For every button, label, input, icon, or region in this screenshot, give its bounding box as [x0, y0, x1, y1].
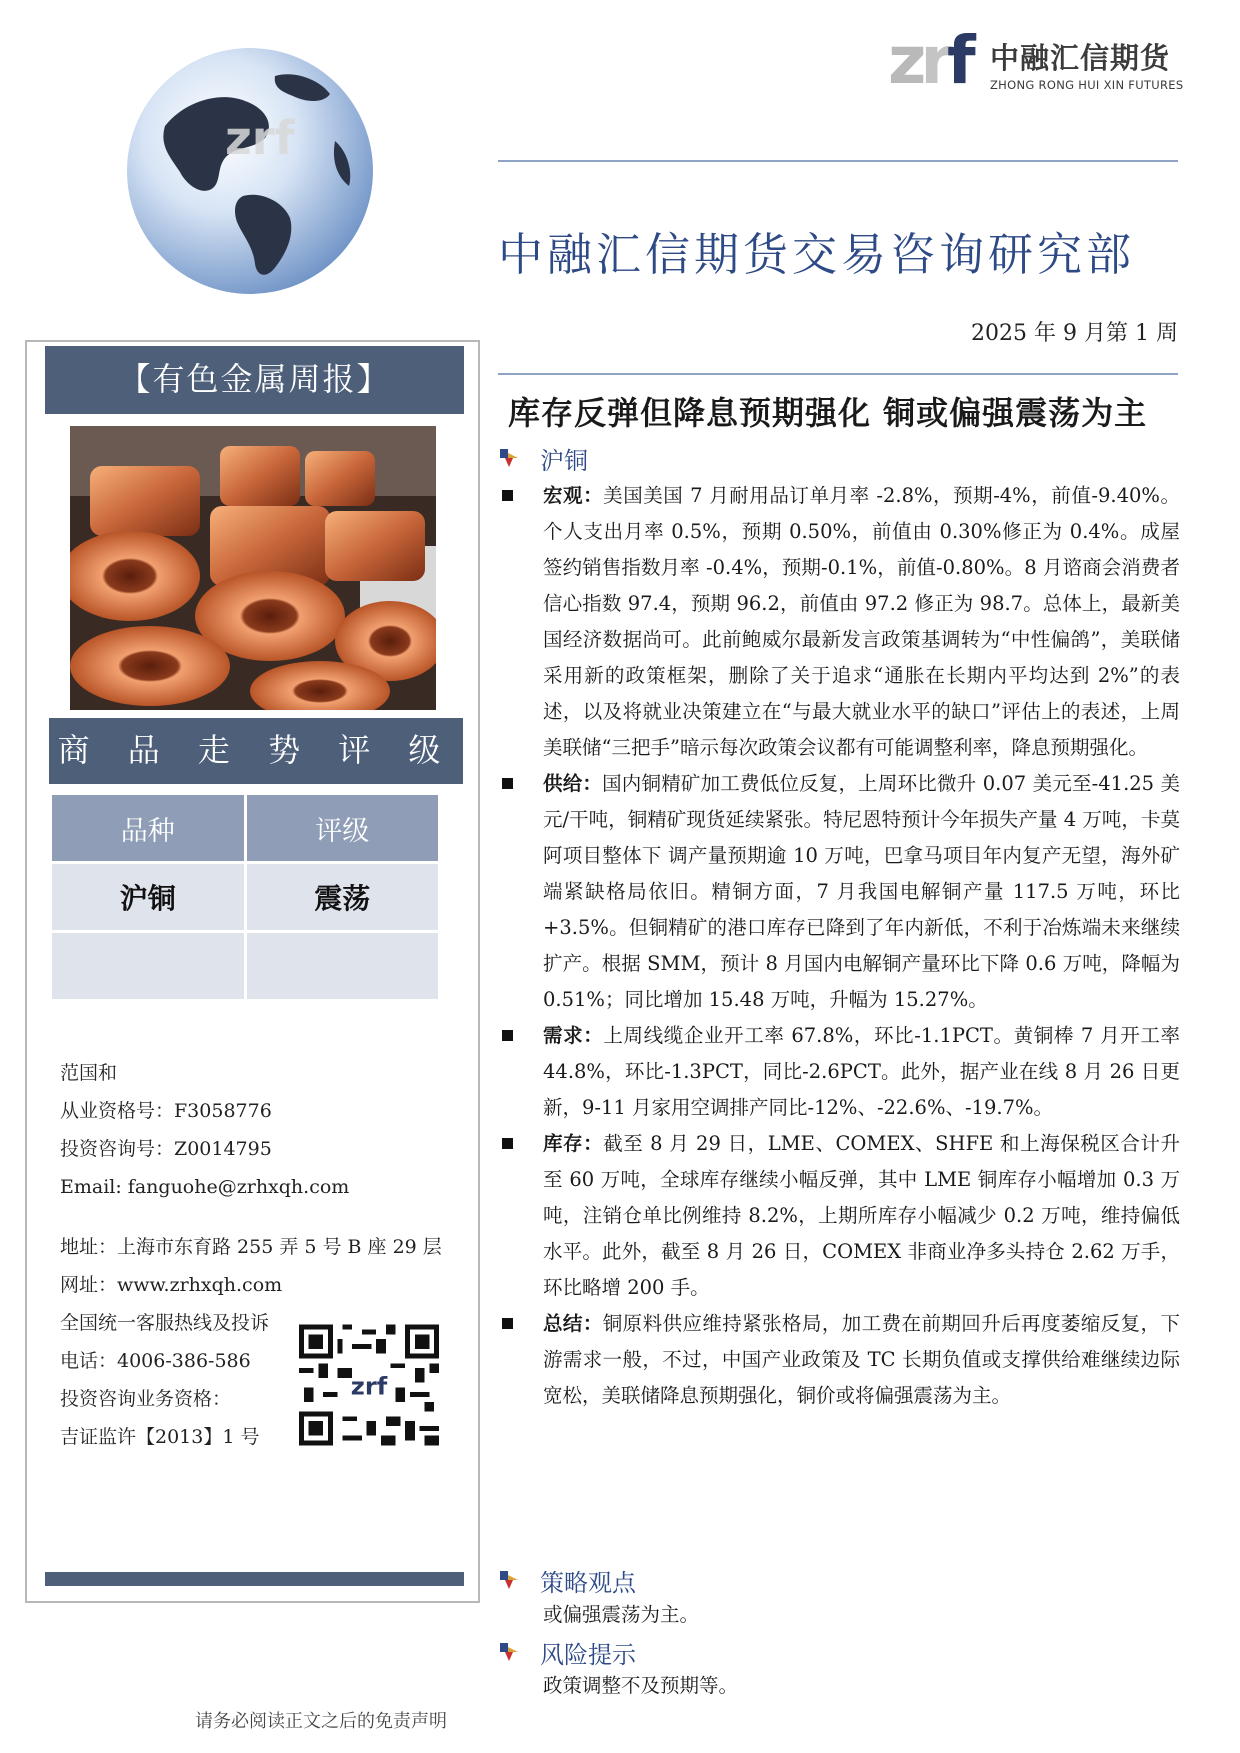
analysis-list [498, 478, 1180, 1414]
rating-title: 商 品 走 势 评 级 [49, 718, 463, 784]
list-item [498, 1306, 1180, 1414]
department-title: 中融汇信期货交易咨询研究部 [498, 228, 1136, 281]
strategy-text: 或偏强震荡为主。 [543, 1603, 700, 1626]
analyst-advisory-number: 投资咨询号：Z0014795 [60, 1138, 272, 1160]
rating-cell-grade: 震荡 [247, 864, 439, 930]
bullet-label: 库存： [543, 1132, 604, 1155]
risk-text: 政策调整不及预期等。 [543, 1674, 739, 1697]
bullet-text: 美国美国 7 月耐用品订单月率 -2.8%，预期-4%，前值-9.40%。个人支出月率 0.5%，预期 0.50%，前值由 0.30%修正为 0.4%。成屋签约销售指数月率 -0.4%，预期-0.1%，前值-0.80%。8 月谘商会消费者信心指数 97.4，预期 96.2，前值由 97.2 修正为 98.7。总体上，最新美国经济数据尚可。此前鲍威尔最新发言政策基调转为“中性偏鸽”，美联储采用新的政策框架，删除了关于追求“通胀在长期内平均达到 2%”的表述，以及将就业决策建立在“与最大就业水平的缺口”评估上的表述，上周美联储“三把手”暗示每次政策会议都有可能调整利率，降息预期强化。 [543, 484, 1180, 759]
analyst-license: 从业资格号：F3058776 [60, 1100, 272, 1122]
list-item [498, 478, 1180, 766]
disclaimer-note: 请务必阅读正文之后的免责声明 [195, 1711, 447, 1732]
arrow-marker-icon [498, 1569, 520, 1591]
arrow-marker-icon [498, 1641, 520, 1663]
section-label-strategy: 策略观点 [540, 1568, 636, 1597]
qualification-label: 投资咨询业务资格： [60, 1388, 232, 1410]
bullet-label: 需求： [543, 1024, 604, 1047]
rating-table [49, 792, 441, 1002]
header-rule-bottom [498, 373, 1178, 375]
bullet-label: 宏观： [543, 484, 604, 507]
hotline-label: 全国统一客服热线及投诉 [60, 1312, 270, 1334]
company-phone: 电话：4006-386-586 [60, 1350, 251, 1372]
bullet-text: 上周线缆企业开工率 67.8%，环比-1.1PCT。黄铜棒 7 月开工率 44.8%，环比-1.3PCT，同比-2.6PCT。此外，据产业在线 8 月 26 日更新，9-11 月家用空调排产同比-12%、-22.6%、-19.7%。 [543, 1024, 1180, 1119]
bullet-text: 国内铜精矿加工费低位反复，上周环比微升 0.07 美元至-41.25 美元/干吨，铜精矿现货延续紧张。特尼恩特预计今年损失产量 4 万吨，卡莫阿项目整体下 调产量预期逾 10 万吨，巴拿马项目年内复产无望，海外矿端紧缺格局依旧。精铜方面，7 月我国电解铜产量 117.5 万吨，环比+3.5%。但铜精矿的港口库存已降到了年内新低，不利于冶炼端未来继续扩产。根据 SMM，预计 8 月国内电解铜产量环比下降 0.6 万吨，降幅为 0.51%；同比增加 15.48 万吨，升幅为 15.27%。 [543, 772, 1180, 1011]
rating-cell-empty [52, 933, 244, 999]
bullet-label: 供给： [543, 772, 603, 795]
issue-date: 2025 年 9 月第 1 周 [971, 321, 1178, 346]
rating-cell-product: 沪铜 [52, 864, 244, 930]
brand-logo [888, 22, 1184, 99]
qr-code [299, 1324, 439, 1446]
company-address: 地址：上海市东育路 255 弄 5 号 B 座 29 层 [60, 1236, 442, 1258]
arrow-marker-icon [498, 447, 520, 469]
section-header-risk [498, 1634, 636, 1670]
svg-text:zrf: zrf [225, 111, 295, 165]
rating-header-grade: 评级 [247, 795, 439, 861]
rating-header-product: 品种 [52, 795, 244, 861]
copper-coils-photo [70, 426, 436, 710]
list-item [498, 1018, 1180, 1126]
list-item [498, 1126, 1180, 1306]
header-rule-top [498, 160, 1178, 162]
section-label-copper: 沪铜 [540, 446, 588, 475]
table-row [52, 864, 438, 930]
sidebar-footer-bar [45, 1572, 464, 1586]
company-website: 网址：www.zrhxqh.com [60, 1274, 283, 1296]
section-header-copper [498, 440, 588, 476]
section-label-risk: 风险提示 [540, 1640, 636, 1669]
report-headline: 库存反弹但降息预期强化 铜或偏强震荡为主 [508, 394, 1148, 432]
analyst-name: 范国和 [60, 1062, 118, 1084]
bullet-text: 截至 8 月 29 日，LME、COMEX、SHFE 和上海保税区合计升至 60 万吨，全球库存继续小幅反弹，其中 LME 铜库存小幅增加 0.3 万吨，注销仓单比例维持 8.2%，上期所库存小幅减少 0.2 万吨，维持偏低水平。此外，截至 8 月 26 日，COMEX 非商业净多头持仓 2.62 万手，环比略增 200 手。 [543, 1132, 1180, 1299]
table-row-empty [52, 933, 438, 999]
section-header-strategy [498, 1562, 636, 1598]
bullet-label: 总结： [543, 1312, 603, 1335]
list-item [498, 766, 1180, 1018]
bullet-text: 铜原料供应维持紧张格局，加工费在前期回升后再度萎缩反复，下游需求一般，不过，中国产业政策及 TC 长期负值或支撑供给难继续边际宽松，美联储降息预期强化，铜价或将偏强震荡为主。 [543, 1312, 1180, 1407]
brand-name-cn: 中融汇信期货 [990, 41, 1171, 75]
globe-illustration [125, 46, 375, 296]
svg-text:zrf: zrf [350, 1372, 388, 1401]
qualification-number: 吉证监许【2013】1 号 [60, 1426, 260, 1448]
report-tag: 【有色金属周报】 [45, 346, 464, 414]
brand-name-en: ZHONG RONG HUI XIN FUTURES [990, 78, 1184, 92]
rating-table-header [52, 795, 438, 861]
rating-cell-empty [247, 933, 439, 999]
analyst-email: Email: fanguohe@zrhxqh.com [60, 1176, 350, 1198]
brand-mark: zrf [888, 22, 970, 99]
sidebar-panel [25, 340, 480, 1603]
